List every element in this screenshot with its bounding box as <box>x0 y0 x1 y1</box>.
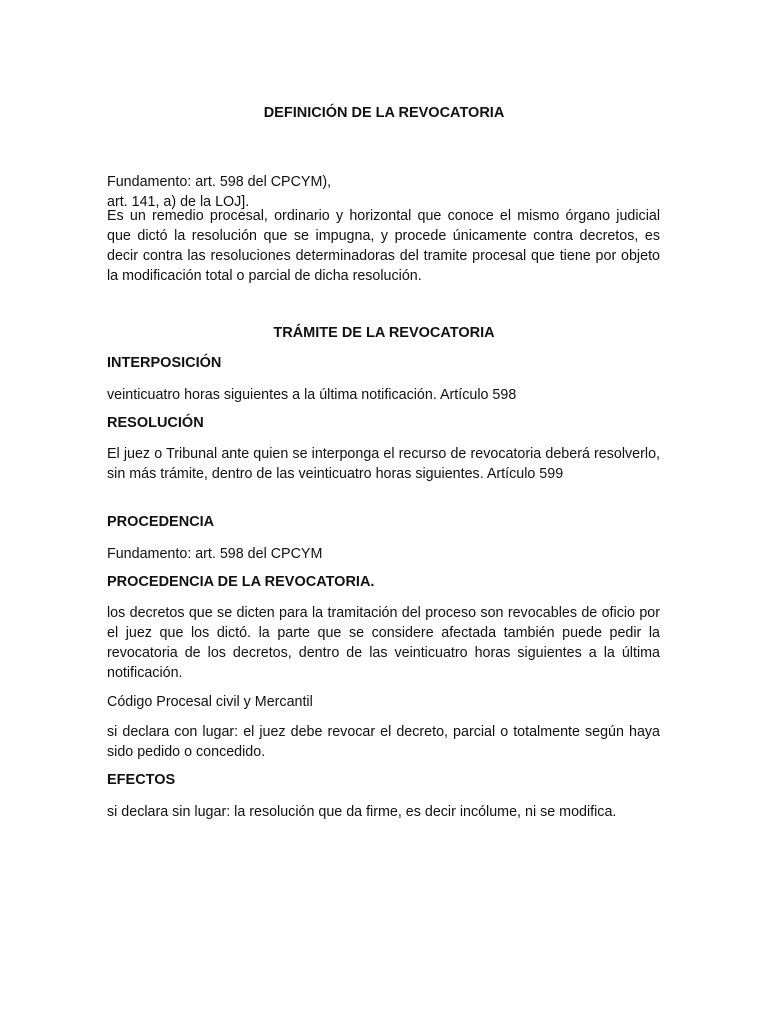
heading-interposicion: INTERPOSICIÓN <box>107 355 222 371</box>
resolucion-paragraph: El juez o Tribunal ante quien se interponga el recurso de revocatoria deberá resolverlo, sin más trámite, dentro de las veinticuatro horas siguientes. Artículo 599 <box>107 446 660 482</box>
heading-resolucion: RESOLUCIÓN <box>107 415 204 431</box>
interposicion-paragraph: veinticuatro horas siguientes a la última notificación. Artículo 598 <box>107 387 517 403</box>
fundamento-line-2: art. 141, a) de la LOJ]. <box>107 194 250 210</box>
heading-efectos: EFECTOS <box>107 772 176 788</box>
title-tramite: TRÁMITE DE LA REVOCATORIA <box>273 325 495 341</box>
procedencia-paragraph: Fundamento: art. 598 del CPCYM <box>107 546 323 562</box>
fundamento-line-1: Fundamento: art. 598 del CPCYM), <box>107 174 332 190</box>
procedencia-revocatoria-paragraph: los decretos que se dicten para la tramitación del proceso son revocables de oficio por el juez que los dictó. la parte que se considere afectada también puede pedir la revocatoria de los decretos, dentro de las veinticuatro horas siguientes a la última notificación. <box>107 605 660 681</box>
heading-procedencia-revocatoria: PROCEDENCIA DE LA REVOCATORIA. <box>107 574 375 590</box>
heading-procedencia: PROCEDENCIA <box>107 514 215 530</box>
definicion-paragraph: Es un remedio procesal, ordinario y horizontal que conoce el mismo órgano judicial que dictó la resolución que se impugna, y procede únicamente contra decretos, es decir contra las resoluciones determinadoras del tramite procesal que tiene por objeto la modificación total o parcial de dicha resolución. <box>107 208 660 284</box>
title-definicion: DEFINICIÓN DE LA REVOCATORIA <box>263 105 505 121</box>
codigo-paragraph: Código Procesal civil y Mercantil <box>107 694 313 710</box>
sin-lugar-paragraph: si declara sin lugar: la resolución que da firme, es decir incólume, ni se modifica. <box>107 804 617 820</box>
con-lugar-paragraph: si declara con lugar: el juez debe revocar el decreto, parcial o totalmente según haya sido pedido o concedido. <box>107 724 660 760</box>
